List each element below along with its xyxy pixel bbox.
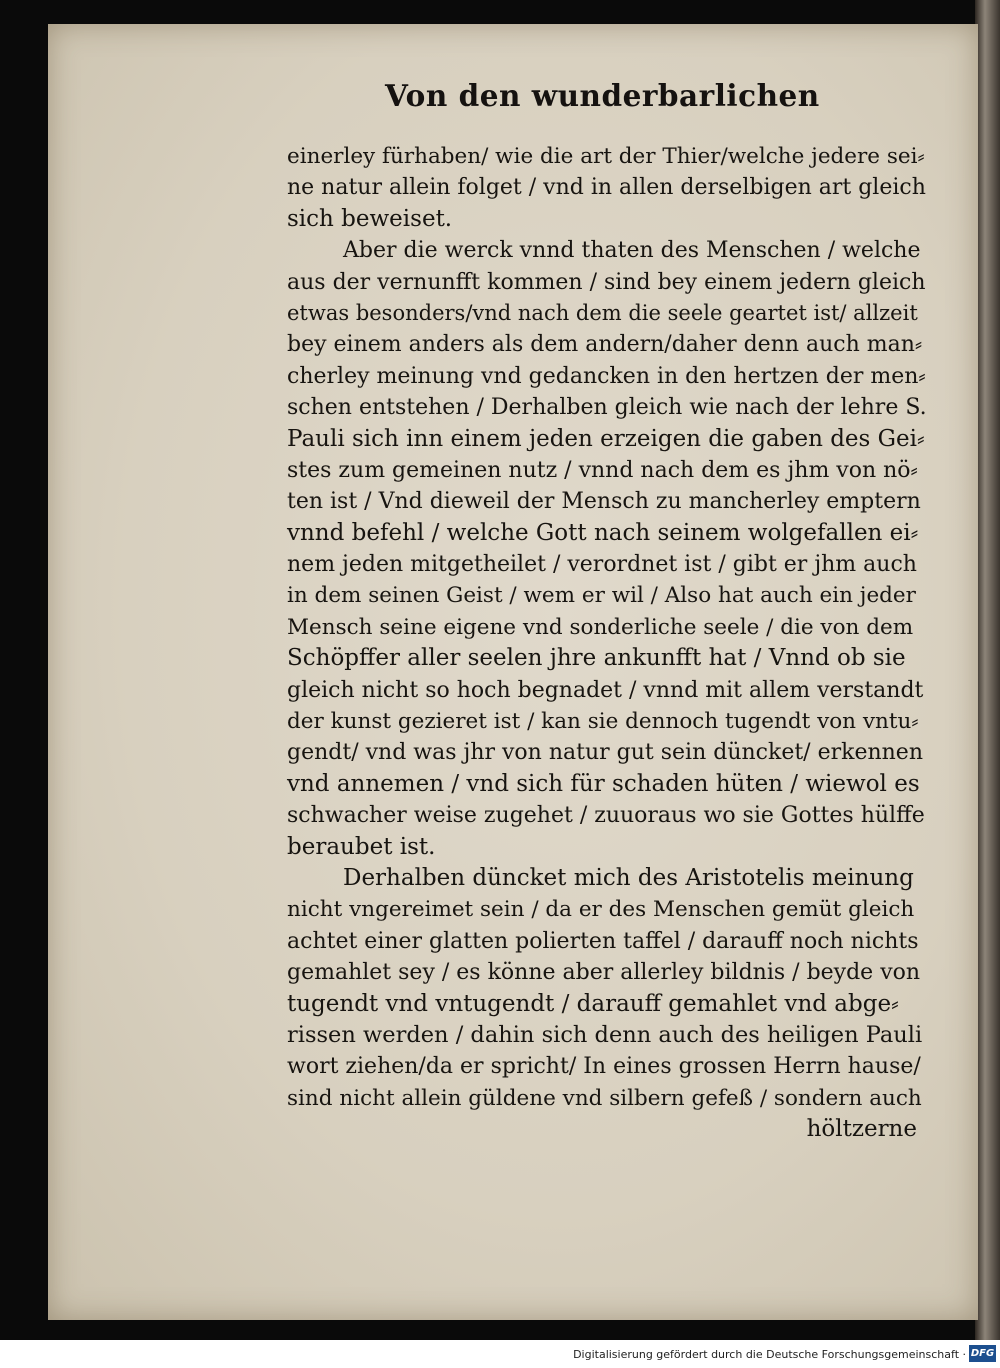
text-line: Aber die werck vnnd thaten des Menschen / welche bbox=[343, 238, 921, 264]
note-line bbox=[170, 473, 285, 492]
marginal-note bbox=[170, 243, 285, 358]
text-line: aus der vernunfft kommen / sind bey einem jedern gleich bbox=[287, 269, 926, 295]
dfg-logo bbox=[969, 1345, 996, 1362]
note-line bbox=[170, 243, 285, 262]
note-line bbox=[170, 435, 285, 454]
text-line: cherley meinung vnd gedancken in den hertzen der men⸗ bbox=[287, 363, 926, 389]
text-line: achtet einer glatten polierten taffel / darauff noch nichts bbox=[287, 928, 919, 954]
dfg-logo-text: DFG bbox=[970, 1348, 995, 1359]
note-line bbox=[170, 320, 285, 339]
marginal-notes bbox=[170, 243, 285, 711]
text-line: schen entstehen / Derhalben gleich wie nach der lehre S. bbox=[287, 395, 927, 421]
text-line: ten ist / Vnd dieweil der Mensch zu mancherley emptern bbox=[287, 489, 921, 515]
text-line: sind nicht allein güldene vnd silbern gefeß / sondern auch bbox=[287, 1085, 922, 1111]
text-line: Pauli sich inn einem jeden erzeigen die gaben des Gei⸗ bbox=[287, 425, 925, 452]
marginal-note bbox=[170, 454, 285, 531]
text-line: in dem seinen Geist / wem er wil / Also hat auch ein jeder bbox=[287, 583, 916, 609]
note-line bbox=[170, 454, 285, 473]
text-line: einerley fürhaben/ wie die art der Thier/welche jedere sei⸗ bbox=[287, 144, 925, 169]
text-line: vnnd befehl / welche Gott nach seinem wolgefallen ei⸗ bbox=[287, 519, 919, 546]
note-line bbox=[170, 301, 285, 320]
note-line bbox=[170, 377, 285, 396]
text-line: gleich nicht so hoch begnadet / vnnd mit allem verstandt bbox=[287, 677, 924, 703]
note-line bbox=[170, 339, 285, 358]
text-line: wort ziehen/da er spricht/ In eines grossen Herrn hause/ bbox=[287, 1054, 921, 1080]
footer-credit: Digitalisierung gefördert durch die Deutsche Forschungsgemeinschaft · bbox=[573, 1348, 966, 1361]
note-line bbox=[170, 692, 285, 711]
note-line bbox=[170, 512, 285, 531]
note-line bbox=[170, 654, 285, 673]
book-spine-edge bbox=[975, 0, 1000, 1340]
text-line: Mensch seine eigene vnd sonderliche seele / die von dem bbox=[287, 614, 914, 640]
text-line: etwas besonders/vnd nach dem die seele geartet ist/ allzeit bbox=[287, 300, 918, 325]
text-line: nicht vngereimet sein / da er des Menschen gemüt gleich bbox=[287, 897, 915, 923]
text-line: bey einem anders als dem andern/daher denn auch man⸗ bbox=[287, 332, 923, 358]
note-line bbox=[170, 358, 285, 377]
body-text bbox=[287, 141, 927, 1146]
text-line: stes zum gemeinen nutz / vnnd nach dem es jhm von nö⸗ bbox=[287, 457, 918, 483]
text-line: vnd annemen / vnd sich für schaden hüten / wiewol es bbox=[287, 770, 920, 797]
text-line: Derhalben düncket mich des Aristotelis meinung bbox=[343, 864, 914, 891]
text-line: gendt/ vnd was jhr von natur gut sein düncket/ erkennen bbox=[287, 740, 923, 766]
note-line bbox=[170, 262, 285, 281]
text-line: beraubet ist. bbox=[287, 833, 436, 860]
text-line: Schöpffer aller seelen jhre ankunfft hat / Vnnd ob sie bbox=[287, 645, 906, 672]
note-line bbox=[170, 416, 285, 435]
marginal-note bbox=[170, 654, 285, 712]
catchword: höltzerne bbox=[806, 1116, 917, 1143]
text-line: rissen werden / dahin sich denn auch des heiligen Pauli bbox=[287, 1021, 923, 1048]
note-line bbox=[170, 673, 285, 692]
running-head: Von den wunderbarlichen bbox=[385, 78, 820, 113]
note-line bbox=[170, 397, 285, 416]
text-line: gemahlet sey / es könne aber allerley bildnis / beyde von bbox=[287, 960, 921, 986]
note-line bbox=[170, 492, 285, 511]
text-line: ne natur allein folget / vnd in allen derselbigen art gleich bbox=[287, 175, 926, 201]
text-line: der kunst gezieret ist / kan sie dennoch tugendt von vntu⸗ bbox=[287, 709, 919, 735]
text-line: nem jeden mitgetheilet / verordnet ist / gibt er jhm auch bbox=[287, 552, 917, 578]
note-line bbox=[170, 281, 285, 300]
text-line: schwacher weise zugehet / zuuoraus wo sie Gottes hülffe bbox=[287, 803, 925, 829]
text-line: sich beweiset. bbox=[287, 205, 453, 232]
marginal-note bbox=[170, 358, 285, 454]
text-line: tugendt vnd vntugendt / darauff gemahlet vnd abge⸗ bbox=[287, 990, 899, 1017]
